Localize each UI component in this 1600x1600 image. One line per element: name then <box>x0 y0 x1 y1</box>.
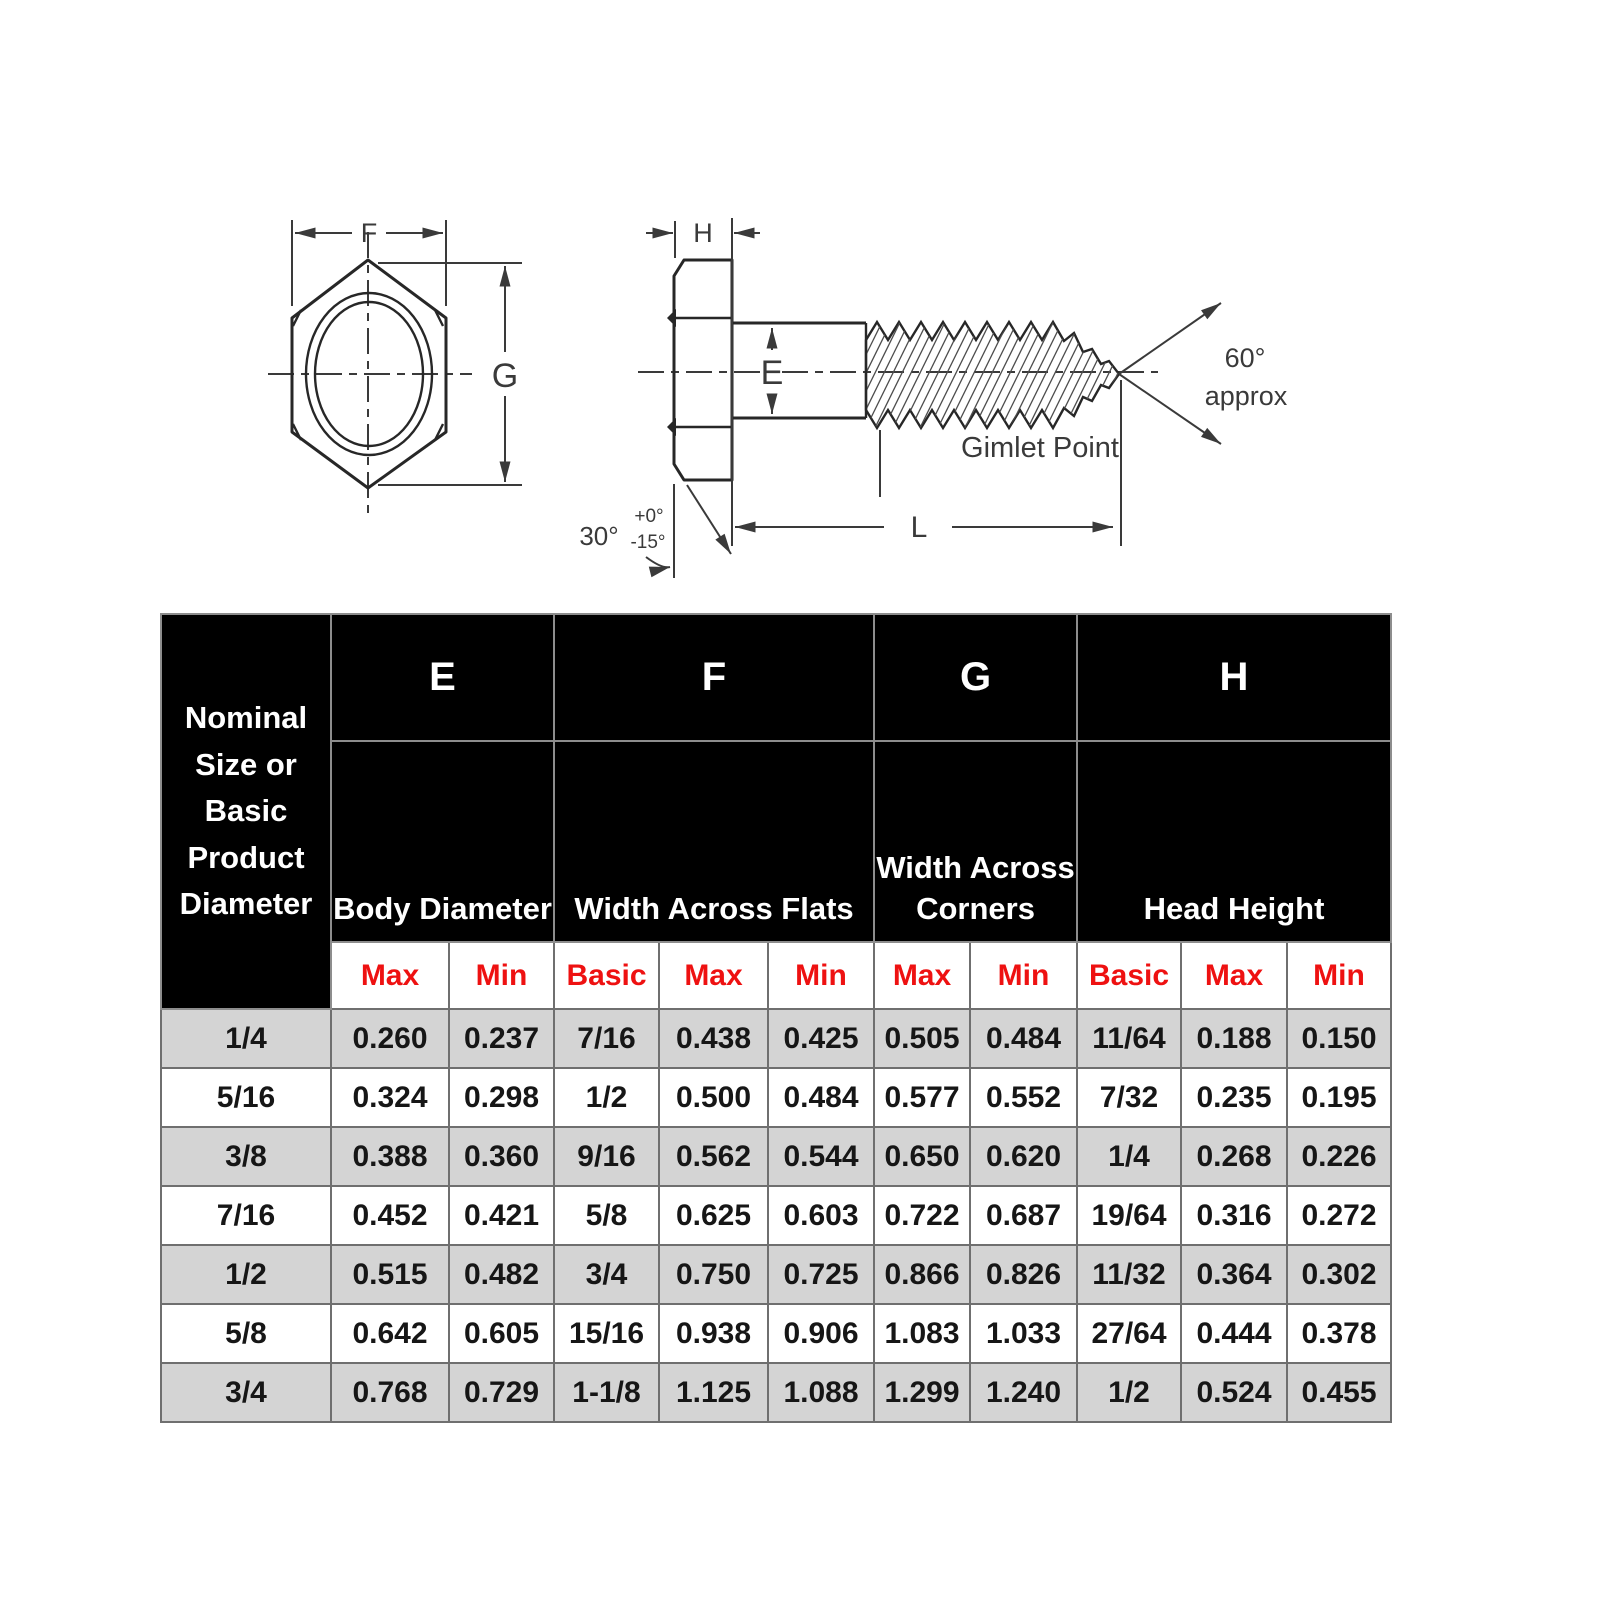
value-cell: 0.360 <box>449 1127 554 1186</box>
value-cell: 0.272 <box>1287 1186 1391 1245</box>
group-name-head-height: Head Height <box>1077 741 1391 942</box>
gimlet-point-label: Gimlet Point <box>961 432 1119 464</box>
group-letter-g: G <box>874 614 1077 741</box>
subheader-f-max: Max <box>659 942 768 1009</box>
value-cell: 0.484 <box>970 1009 1077 1068</box>
l-dimension-label: L <box>910 511 928 544</box>
value-cell: 0.484 <box>768 1068 874 1127</box>
value-cell: 0.866 <box>874 1245 970 1304</box>
row-size-cell: 7/16 <box>161 1186 331 1245</box>
value-cell: 0.226 <box>1287 1127 1391 1186</box>
point-angle-label: 60° <box>1224 343 1266 373</box>
table-row <box>161 1186 1391 1245</box>
value-cell: 0.906 <box>768 1304 874 1363</box>
value-cell: 0.650 <box>874 1127 970 1186</box>
value-cell: 0.620 <box>970 1127 1077 1186</box>
subheader-e-max: Max <box>331 942 449 1009</box>
row-size-cell: 3/4 <box>161 1363 331 1422</box>
value-cell: 1.240 <box>970 1363 1077 1422</box>
value-cell: 1.299 <box>874 1363 970 1422</box>
value-cell: 0.750 <box>659 1245 768 1304</box>
header-row-names <box>161 741 1391 942</box>
lag-screw-technical-drawing <box>0 0 1600 600</box>
value-cell: 0.562 <box>659 1127 768 1186</box>
table-row <box>161 1363 1391 1422</box>
value-cell: 0.826 <box>970 1245 1077 1304</box>
thread-hatching <box>824 310 1185 440</box>
value-cell: 7/16 <box>554 1009 659 1068</box>
row-size-cell: 1/2 <box>161 1245 331 1304</box>
value-cell: 0.768 <box>331 1363 449 1422</box>
row-size-cell: 5/8 <box>161 1304 331 1363</box>
f-dimension-label: F <box>360 218 378 248</box>
value-cell: 0.500 <box>659 1068 768 1127</box>
value-cell: 0.150 <box>1287 1009 1391 1068</box>
value-cell: 0.552 <box>970 1068 1077 1127</box>
value-cell: 27/64 <box>1077 1304 1181 1363</box>
value-cell: 11/64 <box>1077 1009 1181 1068</box>
subheader-f-min: Min <box>768 942 874 1009</box>
value-cell: 0.515 <box>331 1245 449 1304</box>
value-cell: 0.729 <box>449 1363 554 1422</box>
subheader-h-min: Min <box>1287 942 1391 1009</box>
row-size-cell: 1/4 <box>161 1009 331 1068</box>
subheader-g-max: Max <box>874 942 970 1009</box>
chamfer-angle-line <box>687 485 731 554</box>
lag-screw-side-view <box>579 218 1287 578</box>
point-angle-line-upper <box>1119 303 1221 374</box>
h-dimension-label: H <box>693 218 713 248</box>
subheader-h-basic: Basic <box>1077 942 1181 1009</box>
table-row <box>161 1245 1391 1304</box>
value-cell: 0.324 <box>331 1068 449 1127</box>
value-cell: 1.125 <box>659 1363 768 1422</box>
value-cell: 0.603 <box>768 1186 874 1245</box>
chamfer-tolerance-plus: +0° <box>634 506 664 527</box>
value-cell: 0.452 <box>331 1186 449 1245</box>
group-letter-e: E <box>331 614 554 741</box>
value-cell: 0.438 <box>659 1009 768 1068</box>
value-cell: 0.725 <box>768 1245 874 1304</box>
value-cell: 0.237 <box>449 1009 554 1068</box>
corner-header: Nominal Size or Basic Product Diameter <box>161 614 331 1009</box>
value-cell: 11/32 <box>1077 1245 1181 1304</box>
chamfer-tolerance-minus: -15° <box>630 532 666 553</box>
subheader-g-min: Min <box>970 942 1077 1009</box>
group-name-width-across-corners: Width Across Corners <box>874 741 1077 942</box>
value-cell: 0.188 <box>1181 1009 1287 1068</box>
value-cell: 9/16 <box>554 1127 659 1186</box>
row-size-cell: 5/16 <box>161 1068 331 1127</box>
value-cell: 0.235 <box>1181 1068 1287 1127</box>
group-letter-h: H <box>1077 614 1391 741</box>
value-cell: 0.938 <box>659 1304 768 1363</box>
head-side-outline <box>674 260 732 480</box>
value-cell: 5/8 <box>554 1186 659 1245</box>
head-facet-arc <box>667 309 676 327</box>
value-cell: 15/16 <box>554 1304 659 1363</box>
value-cell: 0.444 <box>1181 1304 1287 1363</box>
value-cell: 0.625 <box>659 1186 768 1245</box>
value-cell: 0.298 <box>449 1068 554 1127</box>
value-cell: 0.577 <box>874 1068 970 1127</box>
point-angle-qualifier: approx <box>1204 381 1288 411</box>
value-cell: 19/64 <box>1077 1186 1181 1245</box>
group-name-body-diameter: Body Diameter <box>331 741 554 942</box>
value-cell: 1/4 <box>1077 1127 1181 1186</box>
value-cell: 1/2 <box>1077 1363 1181 1422</box>
subheader-f-basic: Basic <box>554 942 659 1009</box>
table-row <box>161 1009 1391 1068</box>
value-cell: 0.388 <box>331 1127 449 1186</box>
value-cell: 0.421 <box>449 1186 554 1245</box>
chamfer-angle-arc-arrow <box>646 557 670 567</box>
value-cell: 1.083 <box>874 1304 970 1363</box>
value-cell: 0.605 <box>449 1304 554 1363</box>
value-cell: 0.524 <box>1181 1363 1287 1422</box>
value-cell: 0.687 <box>970 1186 1077 1245</box>
subheader-h-max: Max <box>1181 942 1287 1009</box>
g-dimension-label: G <box>491 357 519 395</box>
dimension-table <box>160 613 1392 1423</box>
value-cell: 3/4 <box>554 1245 659 1304</box>
chamfer-angle-label: 30° <box>579 521 619 551</box>
value-cell: 0.544 <box>768 1127 874 1186</box>
value-cell: 1-1/8 <box>554 1363 659 1422</box>
group-letter-f: F <box>554 614 874 741</box>
subheader-e-min: Min <box>449 942 554 1009</box>
row-size-cell: 3/8 <box>161 1127 331 1186</box>
value-cell: 0.260 <box>331 1009 449 1068</box>
value-cell: 1/2 <box>554 1068 659 1127</box>
value-cell: 0.364 <box>1181 1245 1287 1304</box>
value-cell: 0.455 <box>1287 1363 1391 1422</box>
value-cell: 0.378 <box>1287 1304 1391 1363</box>
e-dimension-label: E <box>760 354 784 392</box>
value-cell: 7/32 <box>1077 1068 1181 1127</box>
header-row-letters <box>161 614 1391 741</box>
value-cell: 0.722 <box>874 1186 970 1245</box>
subheader-row <box>161 942 1391 1009</box>
group-name-width-across-flats: Width Across Flats <box>554 741 874 942</box>
table-body <box>161 1009 1391 1422</box>
value-cell: 0.195 <box>1287 1068 1391 1127</box>
table-row <box>161 1127 1391 1186</box>
value-cell: 1.088 <box>768 1363 874 1422</box>
value-cell: 0.505 <box>874 1009 970 1068</box>
value-cell: 0.425 <box>768 1009 874 1068</box>
hex-head-front-view <box>268 218 522 514</box>
value-cell: 0.642 <box>331 1304 449 1363</box>
table-row <box>161 1304 1391 1363</box>
head-facet-arc <box>667 418 676 436</box>
value-cell: 0.316 <box>1181 1186 1287 1245</box>
value-cell: 1.033 <box>970 1304 1077 1363</box>
value-cell: 0.268 <box>1181 1127 1287 1186</box>
table-row <box>161 1068 1391 1127</box>
value-cell: 0.482 <box>449 1245 554 1304</box>
value-cell: 0.302 <box>1287 1245 1391 1304</box>
